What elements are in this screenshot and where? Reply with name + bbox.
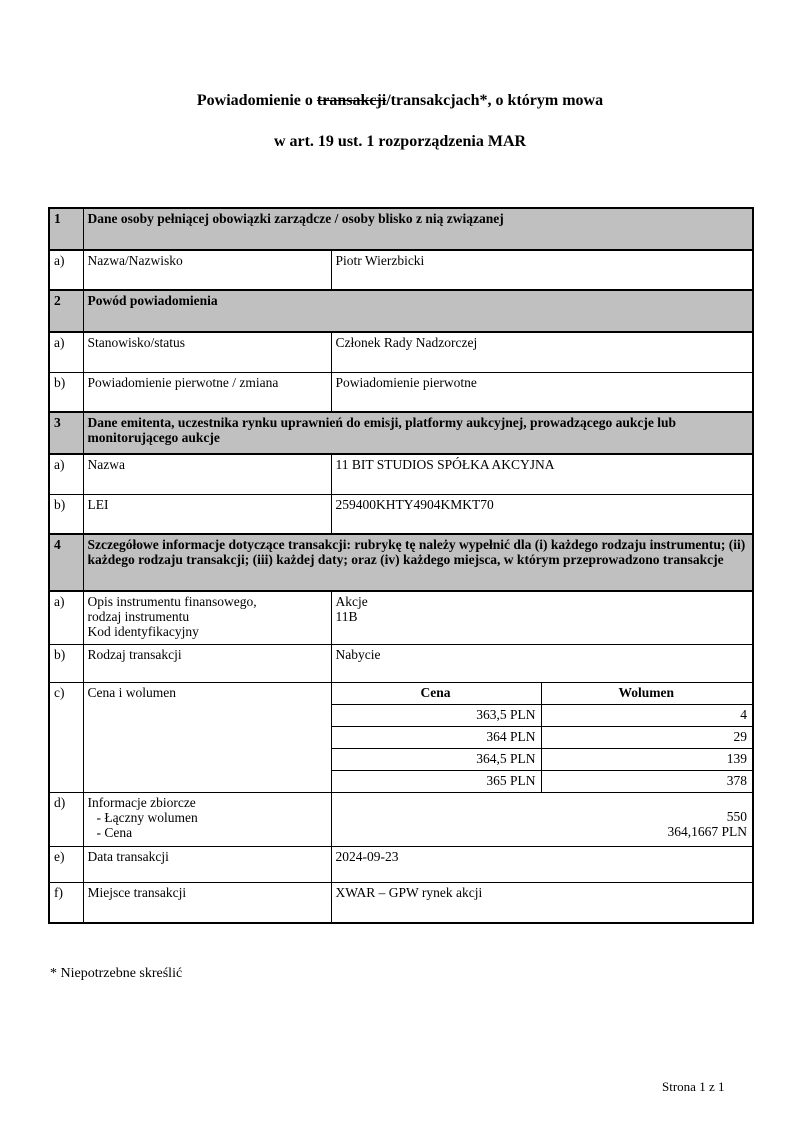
- row-4d: [49, 792, 753, 846]
- row-3a-label: Nazwa: [83, 454, 331, 494]
- row-4a-label: [83, 591, 331, 644]
- section-1-header: [49, 208, 753, 250]
- row-3b-label: LEI: [83, 494, 331, 534]
- row-4c-price-header: [49, 682, 753, 704]
- section-1-number: 1: [49, 208, 83, 250]
- volume-column-header: Wolumen: [541, 682, 753, 704]
- row-3a: [49, 454, 753, 494]
- row-4f-value: XWAR – GPW rynek akcji: [331, 882, 753, 923]
- row-4d-label-line2: - Łączny wolumen: [96, 809, 198, 825]
- row-4d-label: [83, 792, 331, 846]
- price-cell: 365 PLN: [331, 770, 541, 792]
- title-struck-word: transakcji: [316, 92, 387, 109]
- row-4a-label-line3: Kod identyfikacyjny: [87, 624, 199, 639]
- row-2a-label: Stanowisko/status: [83, 332, 331, 372]
- row-4a-value-line1: Akcje: [335, 594, 368, 609]
- price-cell: 364 PLN: [331, 726, 541, 748]
- spacer: [336, 795, 748, 809]
- section-3-header: [49, 412, 753, 454]
- row-4a-letter: a): [49, 591, 83, 644]
- row-2a: [49, 332, 753, 372]
- average-price-value: 364,1667 PLN: [667, 823, 748, 839]
- row-3b-value: 259400KHTY4904KMKT70: [331, 494, 753, 534]
- title-text-post: /transakcjach*, o którym mowa: [386, 92, 604, 109]
- volume-cell: 4: [541, 704, 753, 726]
- row-4d-label-line1: Informacje zbiorcze: [87, 794, 196, 810]
- section-1-title: Dane osoby pełniącej obowiązki zarządcze / osoby blisko z nią związanej: [83, 208, 753, 250]
- row-4b-label: Rodzaj transakcji: [83, 644, 331, 682]
- title-text-pre: Powiadomienie o: [196, 92, 317, 109]
- title-line-2: w art. 19 ust. 1 rozporządzenia MAR: [273, 133, 527, 150]
- footnote: * Niepotrzebne skreślić: [50, 966, 183, 981]
- row-3b-letter: b): [49, 494, 83, 534]
- section-4-header: [49, 534, 753, 591]
- row-4e-value: 2024-09-23: [331, 846, 753, 882]
- row-4d-value: [331, 792, 753, 846]
- mar-notification-table: [48, 207, 754, 924]
- total-volume-value: 550: [726, 808, 748, 824]
- volume-cell: 139: [541, 748, 753, 770]
- row-4a: [49, 591, 753, 644]
- row-4a-value-line2: 11B: [335, 609, 358, 624]
- row-4a-value: [331, 591, 753, 644]
- section-2-header: [49, 290, 753, 332]
- price-column-header: Cena: [331, 682, 541, 704]
- document-title: [0, 0, 800, 151]
- section-4-number: 4: [49, 534, 83, 591]
- section-2-title: Powód powiadomienia: [83, 290, 753, 332]
- row-3b: [49, 494, 753, 534]
- row-3a-letter: a): [49, 454, 83, 494]
- row-4a-label-line2: rodzaj instrumentu: [87, 609, 190, 624]
- row-2b-label: Powiadomienie pierwotne / zmiana: [83, 372, 331, 412]
- row-4b: [49, 644, 753, 682]
- page-number: Strona 1 z 1: [662, 1079, 725, 1094]
- row-4a-label-line1: Opis instrumentu finansowego,: [87, 594, 257, 609]
- section-2-number: 2: [49, 290, 83, 332]
- row-1a-label: Nazwa/Nazwisko: [83, 250, 331, 290]
- row-4c-label: Cena i wolumen: [83, 682, 331, 792]
- row-3a-value: 11 BIT STUDIOS SPÓŁKA AKCYJNA: [331, 454, 753, 494]
- row-4f: [49, 882, 753, 923]
- row-4e-label: Data transakcji: [83, 846, 331, 882]
- section-3-number: 3: [49, 412, 83, 454]
- row-4b-letter: b): [49, 644, 83, 682]
- section-4-title: Szczegółowe informacje dotyczące transakcji: rubrykę tę należy wypełnić dla (i) każdego rodzaju instrumentu; (ii) każdego rodzaju transakcji; (iii) każdej daty; oraz (iv) każdego miejsca, w którym przeprowadzono transakcje: [83, 534, 753, 591]
- row-4f-letter: f): [49, 882, 83, 923]
- row-4d-letter: d): [49, 792, 83, 846]
- price-cell: 364,5 PLN: [331, 748, 541, 770]
- row-4c-letter: c): [49, 682, 83, 792]
- volume-cell: 29: [541, 726, 753, 748]
- row-4e-letter: e): [49, 846, 83, 882]
- row-2a-letter: a): [49, 332, 83, 372]
- row-1a: [49, 250, 753, 290]
- row-2b-letter: b): [49, 372, 83, 412]
- price-cell: 363,5 PLN: [331, 704, 541, 726]
- row-2b-value: Powiadomienie pierwotne: [331, 372, 753, 412]
- row-4e: [49, 846, 753, 882]
- section-3-title: Dane emitenta, uczestnika rynku uprawnień do emisji, platformy aukcyjnej, prowadzącego aukcje lub monitorującego aukcje: [83, 412, 753, 454]
- row-1a-letter: a): [49, 250, 83, 290]
- title-line-1: [0, 92, 800, 110]
- row-4d-label-line3: - Cena: [96, 824, 133, 840]
- row-1a-value: Piotr Wierzbicki: [331, 250, 753, 290]
- volume-cell: 378: [541, 770, 753, 792]
- row-4f-label: Miejsce transakcji: [83, 882, 331, 923]
- row-2b: [49, 372, 753, 412]
- row-2a-value: Członek Rady Nadzorczej: [331, 332, 753, 372]
- row-4b-value: Nabycie: [331, 644, 753, 682]
